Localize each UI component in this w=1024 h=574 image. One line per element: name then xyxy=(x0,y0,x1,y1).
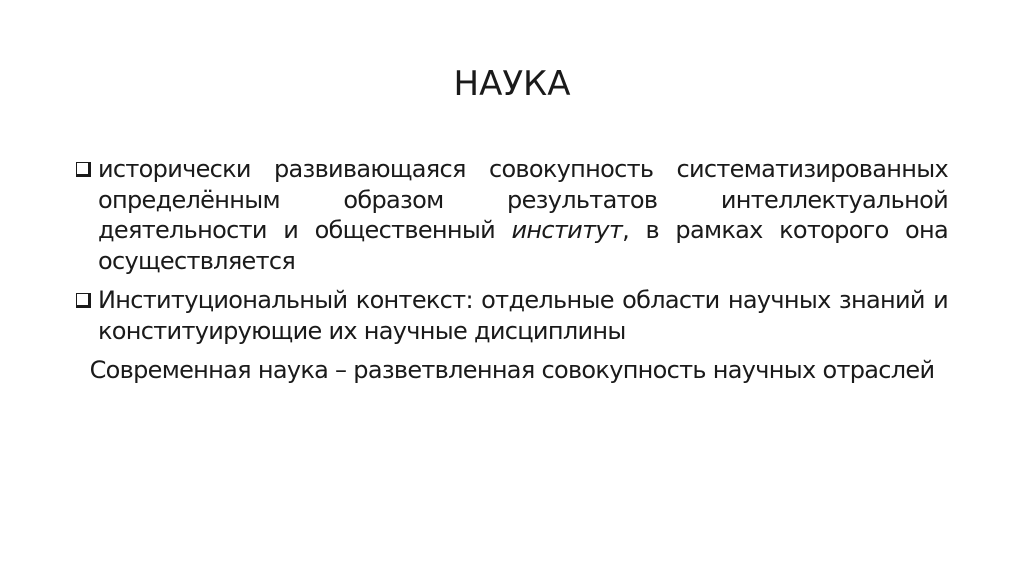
bullet-text-italic: институт xyxy=(511,216,623,244)
bullet-item-context xyxy=(76,285,948,346)
checkbox-bullet-icon xyxy=(76,293,91,308)
bullet-text-after: , в рамках которого она осуществляется xyxy=(98,216,948,275)
checkbox-bullet-icon xyxy=(76,162,91,177)
bullet-item-definition xyxy=(76,154,948,276)
slide-body xyxy=(76,154,948,386)
conclusion-text: Современная наука – разветвленная совокупность научных отраслей xyxy=(89,356,935,384)
slide-title: НАУКА xyxy=(453,64,571,104)
bullet-text-before: исторически развивающаяся совокупность систематизированных определённым образом результатов интеллектуальной деятельности и общественный xyxy=(98,155,948,244)
bullet-text: Институциональный контекст: отдельные области научных знаний и конституирующие их научные дисциплины xyxy=(98,286,948,345)
